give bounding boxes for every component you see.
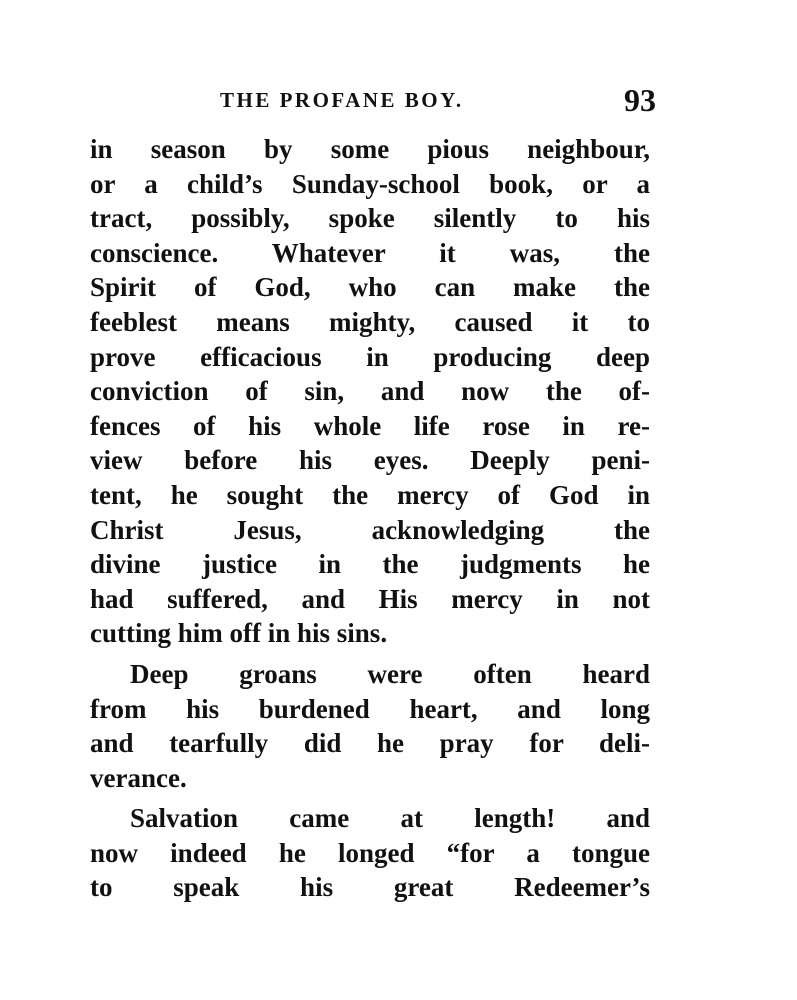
text-line: tent, he sought the mercy of God in <box>90 479 650 510</box>
running-head <box>90 84 660 124</box>
text-line: Deep groans were often heard <box>130 658 650 689</box>
body-text <box>90 132 650 905</box>
text-line: view before his eyes. Deeply peni- <box>90 445 650 476</box>
page-number: 93 <box>624 82 656 118</box>
text-line: feeblest means mighty, caused it to <box>90 306 650 337</box>
text-line: from his burdened heart, and long <box>90 693 650 724</box>
text-line: verance. <box>90 762 187 793</box>
paragraph-2 <box>90 657 650 795</box>
text-line: tract, possibly, spoke silently to his <box>90 203 650 234</box>
text-line: conviction of sin, and now the of- <box>90 376 650 407</box>
text-line: had suffered, and His mercy in not <box>90 583 650 614</box>
text-line: now indeed he longed “for a tongue <box>90 837 650 868</box>
text-line: Christ Jesus, acknowledging the <box>90 514 650 545</box>
text-line: divine justice in the judgments he <box>90 549 650 580</box>
text-line: to speak his great Redeemer’s <box>90 872 650 903</box>
text-line: fences of his whole life rose in re- <box>90 410 650 441</box>
paragraph-1 <box>90 132 650 651</box>
paragraph-3 <box>90 801 650 905</box>
text-line: Spirit of God, who can make the <box>90 272 650 303</box>
text-line: and tearfully did he pray for deli- <box>90 728 650 759</box>
text-line: conscience. Whatever it was, the <box>90 237 650 268</box>
running-title: THE PROFANE BOY. <box>220 88 464 112</box>
text-line: or a child’s Sunday-school book, or a <box>90 168 650 199</box>
text-line: cutting him off in his sins. <box>90 618 388 649</box>
text-line: Salvation came at length! and <box>130 803 650 834</box>
text-line: prove efficacious in producing deep <box>90 341 650 372</box>
text-line: in season by some pious neighbour, <box>90 134 650 164</box>
